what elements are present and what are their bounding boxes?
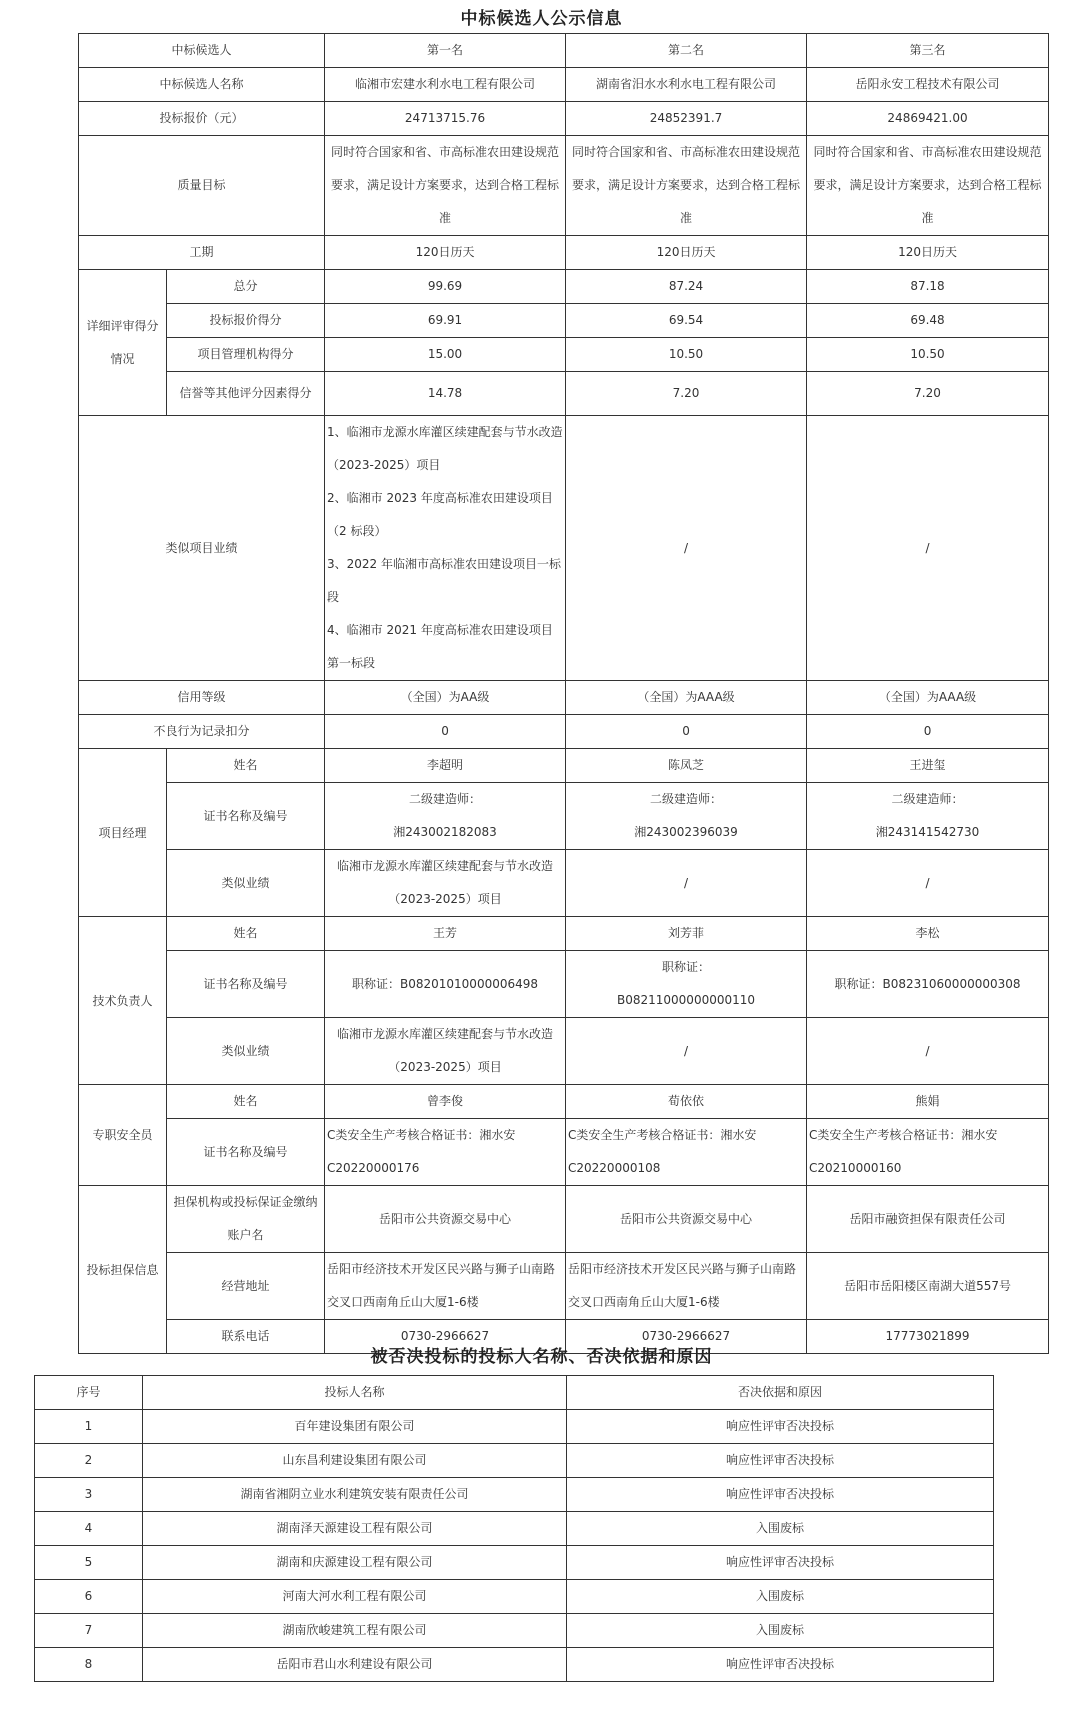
candidate-name-2: 湖南省汨水水利水电工程有限公司 bbox=[566, 68, 807, 102]
bid-price-2: 24852391.7 bbox=[566, 102, 807, 136]
guarantee-phone-3: 17773021899 bbox=[807, 1320, 1049, 1354]
row-label: 中标候选人名称 bbox=[79, 68, 325, 102]
section-title-rejected: 被否决投标的投标人名称、否决依据和原因 bbox=[370, 1347, 713, 1367]
table-row bbox=[35, 1546, 994, 1580]
score-org-row bbox=[79, 338, 1049, 372]
guarantee-addr-row bbox=[79, 1253, 1049, 1320]
pm-group-label: 项目经理 bbox=[79, 749, 167, 917]
guarantee-phone-1: 0730-2966627 bbox=[325, 1320, 566, 1354]
similar-projects-3: / bbox=[807, 416, 1049, 681]
row-reason: 入围废标 bbox=[567, 1614, 994, 1648]
score-credit-1: 14.78 bbox=[325, 372, 566, 416]
safety-cert-1: C类安全生产考核合格证书：湘水安 C20220000176 bbox=[325, 1119, 566, 1186]
tech-cert-2: 职称证： B08211000000000110 bbox=[566, 951, 807, 1018]
row-label: 类似项目业绩 bbox=[79, 416, 325, 681]
tech-cert-row bbox=[79, 951, 1049, 1018]
table-row bbox=[35, 1512, 994, 1546]
row-bidder: 湖南泽天源建设工程有限公司 bbox=[143, 1512, 567, 1546]
table-row bbox=[35, 1648, 994, 1682]
similar-projects-2: / bbox=[566, 416, 807, 681]
period-3: 120日历天 bbox=[807, 236, 1049, 270]
row-label: 信誉等其他评分因素得分 bbox=[167, 372, 325, 416]
row-index: 7 bbox=[35, 1614, 143, 1648]
pm-similar-row bbox=[79, 850, 1049, 917]
row-label: 姓名 bbox=[167, 917, 325, 951]
quality-target-1: 同时符合国家和省、市高标准农田建设规范要求，满足设计方案要求，达到合格工程标准 bbox=[325, 136, 566, 236]
bid-price-1: 24713715.76 bbox=[325, 102, 566, 136]
pm-similar-3: / bbox=[807, 850, 1049, 917]
row-label: 联系电话 bbox=[167, 1320, 325, 1354]
similar-project-item: 1、临湘市龙源水库灌区续建配套与节水改造（2023-2025）项目 bbox=[327, 425, 563, 472]
credit-level-1: （全国）为AA级 bbox=[325, 681, 566, 715]
safety-name-1: 曾李俊 bbox=[325, 1085, 566, 1119]
row-label: 证书名称及编号 bbox=[167, 783, 325, 850]
header-row bbox=[79, 34, 1049, 68]
bad-record-1: 0 bbox=[325, 715, 566, 749]
row-label: 质量目标 bbox=[79, 136, 325, 236]
score-credit-2: 7.20 bbox=[566, 372, 807, 416]
guarantee-org-3: 岳阳市融资担保有限责任公司 bbox=[807, 1186, 1049, 1253]
header-rank-3: 第三名 bbox=[807, 34, 1049, 68]
score-total-row bbox=[79, 270, 1049, 304]
period-2: 120日历天 bbox=[566, 236, 807, 270]
tech-similar-3: / bbox=[807, 1018, 1049, 1085]
row-index: 3 bbox=[35, 1478, 143, 1512]
row-label: 项目管理机构得分 bbox=[167, 338, 325, 372]
score-total-2: 87.24 bbox=[566, 270, 807, 304]
row-label: 信用等级 bbox=[79, 681, 325, 715]
row-label: 投标报价得分 bbox=[167, 304, 325, 338]
row-bidder: 湖南欣峻建筑工程有限公司 bbox=[143, 1614, 567, 1648]
tech-name-1: 王芳 bbox=[325, 917, 566, 951]
tech-similar-1: 临湘市龙源水库灌区续建配套与节水改造（2023-2025）项目 bbox=[325, 1018, 566, 1085]
similar-project-item: 2、临湘市 2023 年度高标准农田建设项目（2 标段） bbox=[327, 491, 553, 538]
tech-group-label: 技术负责人 bbox=[79, 917, 167, 1085]
rejected-header-row bbox=[35, 1376, 994, 1410]
bid-price-3: 24869421.00 bbox=[807, 102, 1049, 136]
pm-cert-3: 二级建造师： 湘243141542730 bbox=[807, 783, 1049, 850]
score-credit-3: 7.20 bbox=[807, 372, 1049, 416]
pm-name-row bbox=[79, 749, 1049, 783]
guarantee-org-2: 岳阳市公共资源交易中心 bbox=[566, 1186, 807, 1253]
pm-name-1: 李超明 bbox=[325, 749, 566, 783]
row-label: 类似业绩 bbox=[167, 1018, 325, 1085]
period-1: 120日历天 bbox=[325, 236, 566, 270]
pm-cert-1: 二级建造师： 湘243002182083 bbox=[325, 783, 566, 850]
row-label: 姓名 bbox=[167, 1085, 325, 1119]
row-bidder: 山东昌利建设集团有限公司 bbox=[143, 1444, 567, 1478]
row-label: 总分 bbox=[167, 270, 325, 304]
guarantee-addr-1: 岳阳市经济技术开发区民兴路与狮子山南路交叉口西南角丘山大厦1-6楼 bbox=[325, 1253, 566, 1320]
row-index: 2 bbox=[35, 1444, 143, 1478]
guarantee-addr-2: 岳阳市经济技术开发区民兴路与狮子山南路交叉口西南角丘山大厦1-6楼 bbox=[566, 1253, 807, 1320]
header-rank-2: 第二名 bbox=[566, 34, 807, 68]
pm-name-2: 陈凤芝 bbox=[566, 749, 807, 783]
tech-cert-3: 职称证：B08231060000000308 bbox=[807, 951, 1049, 1018]
row-index: 1 bbox=[35, 1410, 143, 1444]
tech-name-3: 李松 bbox=[807, 917, 1049, 951]
row-bidder: 湖南和庆源建设工程有限公司 bbox=[143, 1546, 567, 1580]
pm-cert-row bbox=[79, 783, 1049, 850]
row-label: 工期 bbox=[79, 236, 325, 270]
guarantee-phone-2: 0730-2966627 bbox=[566, 1320, 807, 1354]
similar-project-item: 4、临湘市 2021 年度高标准农田建设项目第一标段 bbox=[327, 623, 553, 670]
credit-level-3: （全国）为AAA级 bbox=[807, 681, 1049, 715]
safety-group-label: 专职安全员 bbox=[79, 1085, 167, 1186]
header-label: 中标候选人 bbox=[79, 34, 325, 68]
tech-similar-row bbox=[79, 1018, 1049, 1085]
pm-similar-1: 临湘市龙源水库灌区续建配套与节水改造（2023-2025）项目 bbox=[325, 850, 566, 917]
table-row bbox=[35, 1444, 994, 1478]
guarantee-group-label: 投标担保信息 bbox=[79, 1186, 167, 1354]
tech-cert-1: 职称证：B08201010000006498 bbox=[325, 951, 566, 1018]
safety-cert-3: C类安全生产考核合格证书：湘水安 C20210000160 bbox=[807, 1119, 1049, 1186]
row-label: 投标报价（元） bbox=[79, 102, 325, 136]
score-total-3: 87.18 bbox=[807, 270, 1049, 304]
row-index: 4 bbox=[35, 1512, 143, 1546]
row-label: 姓名 bbox=[167, 749, 325, 783]
score-org-3: 10.50 bbox=[807, 338, 1049, 372]
row-bidder: 岳阳市君山水利建设有限公司 bbox=[143, 1648, 567, 1682]
candidate-name-1: 临湘市宏建水利水电工程有限公司 bbox=[325, 68, 566, 102]
row-reason: 入围废标 bbox=[567, 1512, 994, 1546]
score-total-1: 99.69 bbox=[325, 270, 566, 304]
period-row bbox=[79, 236, 1049, 270]
tech-name-row bbox=[79, 917, 1049, 951]
similar-projects-1 bbox=[325, 416, 566, 681]
rejected-table bbox=[34, 1375, 994, 1682]
quality-target-2: 同时符合国家和省、市高标准农田建设规范要求，满足设计方案要求，达到合格工程标准 bbox=[566, 136, 807, 236]
bad-record-2: 0 bbox=[566, 715, 807, 749]
similar-projects-row bbox=[79, 416, 1049, 681]
row-reason: 响应性评审否决投标 bbox=[567, 1546, 994, 1580]
candidate-name-row bbox=[79, 68, 1049, 102]
col-header-bidder: 投标人名称 bbox=[143, 1376, 567, 1410]
row-bidder: 湖南省湘阴立业水利建筑安装有限责任公司 bbox=[143, 1478, 567, 1512]
row-index: 6 bbox=[35, 1580, 143, 1614]
row-reason: 响应性评审否决投标 bbox=[567, 1444, 994, 1478]
score-credit-row bbox=[79, 372, 1049, 416]
safety-name-3: 熊娟 bbox=[807, 1085, 1049, 1119]
row-reason: 响应性评审否决投标 bbox=[567, 1410, 994, 1444]
quality-row bbox=[79, 136, 1049, 236]
table-row bbox=[35, 1478, 994, 1512]
table-row bbox=[35, 1580, 994, 1614]
table-row bbox=[35, 1410, 994, 1444]
col-header-reason: 否决依据和原因 bbox=[567, 1376, 994, 1410]
guarantee-org-1: 岳阳市公共资源交易中心 bbox=[325, 1186, 566, 1253]
row-bidder: 百年建设集团有限公司 bbox=[143, 1410, 567, 1444]
score-bid-1: 69.91 bbox=[325, 304, 566, 338]
safety-name-row bbox=[79, 1085, 1049, 1119]
safety-cert-row bbox=[79, 1119, 1049, 1186]
table-row bbox=[35, 1614, 994, 1648]
guarantee-addr-3: 岳阳市岳阳楼区南湖大道557号 bbox=[807, 1253, 1049, 1320]
row-reason: 响应性评审否决投标 bbox=[567, 1478, 994, 1512]
guarantee-org-row bbox=[79, 1186, 1049, 1253]
safety-cert-2: C类安全生产考核合格证书：湘水安 C20220000108 bbox=[566, 1119, 807, 1186]
pm-name-3: 王进玺 bbox=[807, 749, 1049, 783]
col-header-index: 序号 bbox=[35, 1376, 143, 1410]
score-bid-2: 69.54 bbox=[566, 304, 807, 338]
row-index: 8 bbox=[35, 1648, 143, 1682]
candidate-name-3: 岳阳永安工程技术有限公司 bbox=[807, 68, 1049, 102]
candidates-table bbox=[78, 33, 1049, 1354]
row-reason: 响应性评审否决投标 bbox=[567, 1648, 994, 1682]
row-label: 证书名称及编号 bbox=[167, 951, 325, 1018]
credit-level-2: （全国）为AAA级 bbox=[566, 681, 807, 715]
score-org-2: 10.50 bbox=[566, 338, 807, 372]
header-rank-1: 第一名 bbox=[325, 34, 566, 68]
row-label: 不良行为记录扣分 bbox=[79, 715, 325, 749]
bid-price-row bbox=[79, 102, 1049, 136]
row-label: 类似业绩 bbox=[167, 850, 325, 917]
similar-project-item: 3、2022 年临湘市高标准农田建设项目一标段 bbox=[327, 557, 562, 604]
score-bid-3: 69.48 bbox=[807, 304, 1049, 338]
score-org-1: 15.00 bbox=[325, 338, 566, 372]
tech-similar-2: / bbox=[566, 1018, 807, 1085]
section-title-candidates: 中标候选人公示信息 bbox=[460, 9, 623, 29]
quality-target-3: 同时符合国家和省、市高标准农田建设规范要求，满足设计方案要求，达到合格工程标准 bbox=[807, 136, 1049, 236]
pm-cert-2: 二级建造师： 湘243002396039 bbox=[566, 783, 807, 850]
tech-name-2: 刘芳菲 bbox=[566, 917, 807, 951]
bad-record-3: 0 bbox=[807, 715, 1049, 749]
row-label: 担保机构或投标保证金缴纳账户名 bbox=[167, 1186, 325, 1253]
row-bidder: 河南大河水利工程有限公司 bbox=[143, 1580, 567, 1614]
row-reason: 入围废标 bbox=[567, 1580, 994, 1614]
credit-level-row bbox=[79, 681, 1049, 715]
row-label: 经营地址 bbox=[167, 1253, 325, 1320]
row-label: 证书名称及编号 bbox=[167, 1119, 325, 1186]
row-index: 5 bbox=[35, 1546, 143, 1580]
pm-similar-2: / bbox=[566, 850, 807, 917]
safety-name-2: 荀依依 bbox=[566, 1085, 807, 1119]
score-group-label: 详细评审得分情况 bbox=[79, 270, 167, 416]
score-bid-row bbox=[79, 304, 1049, 338]
bad-record-row bbox=[79, 715, 1049, 749]
